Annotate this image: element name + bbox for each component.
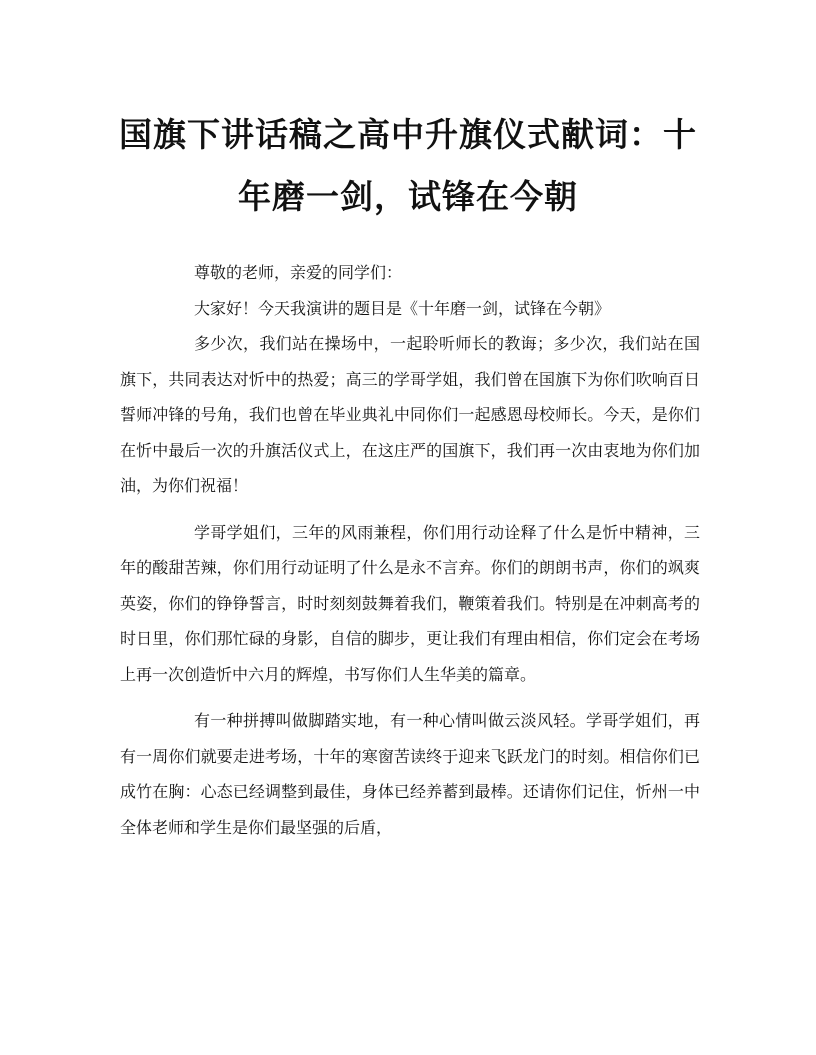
paragraph-2: 学哥学姐们，三年的风雨兼程，你们用行动诠释了什么是忻中精神，三年的酸甜苦辣，你们用行动证明了什么是永不言弃。你们的朗朗书声，你们的飒爽英姿，你们的铮铮誓言，时时刻刻鼓舞着我们，鞭策着我们。特别是在冲刺高考的时日里，你们那忙碌的身影，自信的脚步，更让我们有理由相信，你们定会在考场上再一次创造忻中六月的辉煌，书写你们人生华美的篇章。: [120, 522, 700, 684]
document-title: 国旗下讲话稿之高中升旗仪式献词：十年磨一剑，试锋在今朝: [119, 115, 697, 216]
paragraph-greeting: 大家好！今天我演讲的题目是《十年磨一剑，试锋在今朝》: [194, 298, 611, 318]
document-body: [120, 255, 700, 845]
paragraph-1: 多少次，我们站在操场中，一起聆听师长的教诲；多少次，我们站在国旗下，共同表达对忻中的热爱；高三的学哥学姐，我们曾在国旗下为你们吹响百日誓师冲锋的号角，我们也曾在毕业典礼中同你们一起感恩母校师长。今天，是你们在忻中最后一次的升旗活仪式上，在这庄严的国旗下，我们再一次由衷地为你们加油，为你们祝福！: [120, 334, 700, 495]
paragraph-3: 有一种拼搏叫做脚踏实地，有一种心情叫做云淡风轻。学哥学姐们，再有一周你们就要走进考场，十年的寒窗苦读终于迎来飞跃龙门的时刻。相信你们已成竹在胸：心态已经调整到最佳，身体已经养蓄到最棒。还请你们记住，忻州一中全体老师和学生是你们最坚强的后盾，: [120, 711, 700, 837]
salutation: 尊敬的老师，亲爱的同学们：: [194, 263, 403, 282]
